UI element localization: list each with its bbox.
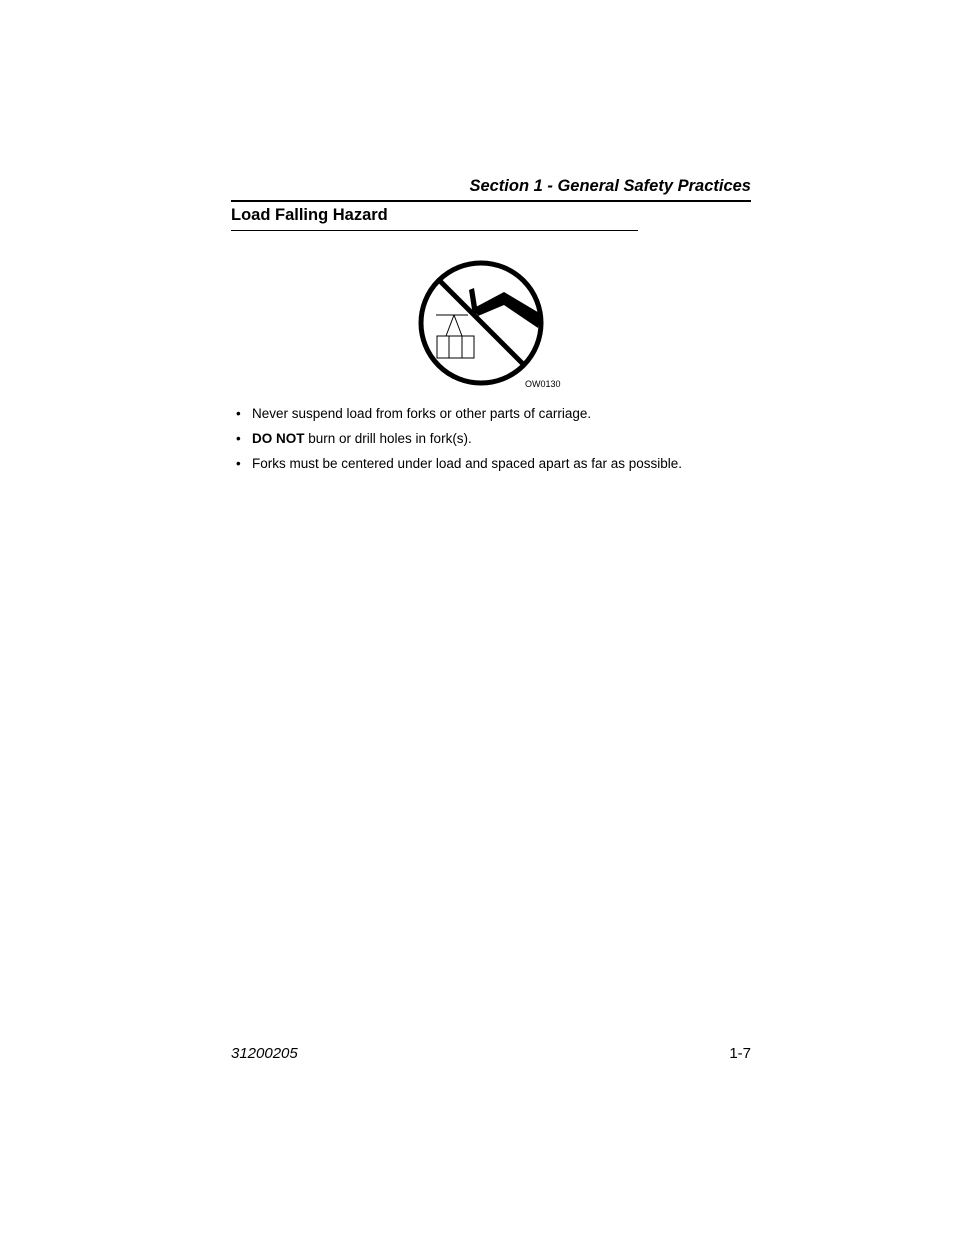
document-number: 31200205 xyxy=(231,1045,298,1062)
list-item xyxy=(236,405,736,430)
bullet-text: burn or drill holes in fork(s). xyxy=(304,431,472,446)
bullet-emphasis: DO NOT xyxy=(252,431,305,446)
hazard-figure xyxy=(416,258,566,393)
no-suspended-load-icon xyxy=(416,258,566,393)
bullet-text: Forks must be centered under load and spaced apart as far as possible. xyxy=(252,456,682,471)
page-subheading: Load Falling Hazard xyxy=(231,206,388,224)
list-item xyxy=(236,430,736,455)
bullet-text: Never suspend load from forks or other parts of carriage. xyxy=(252,406,592,421)
bullet-icon: • xyxy=(236,406,241,421)
bullet-icon: • xyxy=(236,456,241,471)
section-title: Section 1 - General Safety Practices xyxy=(469,177,751,195)
figure-code: OW0130 xyxy=(525,379,561,389)
subheading-block xyxy=(231,205,638,231)
list-item xyxy=(236,455,736,480)
section-header xyxy=(231,176,751,202)
safety-bullet-list xyxy=(236,405,736,480)
page-number: 1-7 xyxy=(729,1045,751,1062)
bullet-icon: • xyxy=(236,431,241,446)
